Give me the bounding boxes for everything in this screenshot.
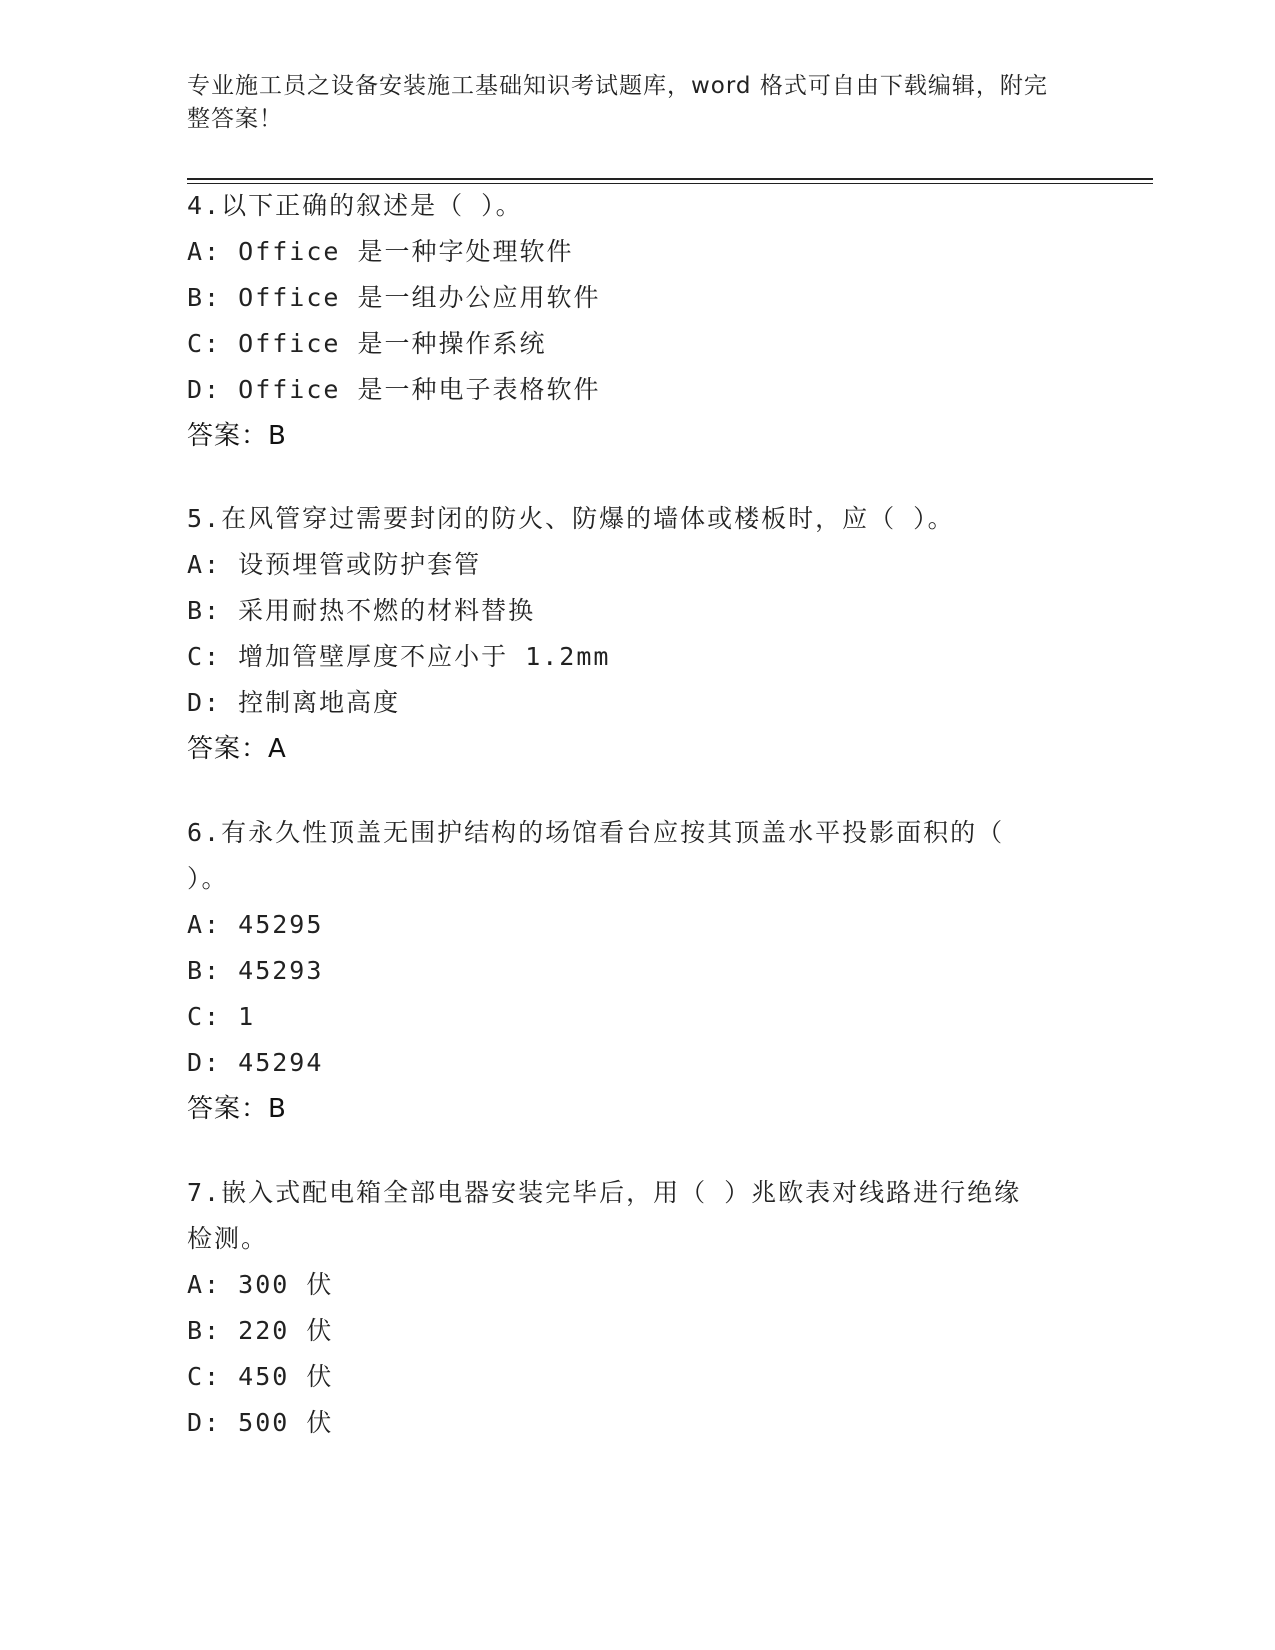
option-b: B: 220 伏 bbox=[187, 1316, 334, 1345]
answer-label: 答案：B bbox=[187, 1094, 287, 1124]
option-c: C: Office 是一种操作系统 bbox=[187, 329, 547, 358]
header-line-1: 专业施工员之设备安装施工基础知识考试题库，word 格式可自由下载编辑，附完 bbox=[187, 73, 1048, 99]
option-c: C: 增加管壁厚度不应小于 1.2mm bbox=[187, 642, 611, 671]
answer-label: 答案：A bbox=[187, 734, 287, 764]
option-d: D: 45294 bbox=[187, 1048, 324, 1077]
question-5 bbox=[187, 496, 1087, 772]
question-stem-continued: 检测。 bbox=[187, 1224, 269, 1253]
option-a: A: 设预埋管或防护套管 bbox=[187, 550, 482, 579]
option-d: D: 控制离地高度 bbox=[187, 688, 401, 717]
question-stem: 4.以下正确的叙述是（ ）。 bbox=[187, 191, 523, 220]
option-c: C: 450 伏 bbox=[187, 1362, 334, 1391]
option-d: D: 500 伏 bbox=[187, 1408, 334, 1437]
option-d: D: Office 是一种电子表格软件 bbox=[187, 375, 601, 404]
question-7 bbox=[187, 1170, 1087, 1446]
option-a: A: 300 伏 bbox=[187, 1270, 334, 1299]
question-stem: 5.在风管穿过需要封闭的防火、防爆的墙体或楼板时，应（ ）。 bbox=[187, 504, 955, 533]
option-b: B: 采用耐热不燃的材料替换 bbox=[187, 596, 536, 625]
question-stem-continued: ）。 bbox=[187, 864, 229, 893]
option-c: C: 1 bbox=[187, 1002, 256, 1031]
document-header bbox=[187, 70, 1067, 136]
option-a: A: Office 是一种字处理软件 bbox=[187, 237, 574, 266]
header-divider-thick bbox=[187, 178, 1153, 180]
question-stem: 6.有永久性顶盖无围护结构的场馆看台应按其顶盖水平投影面积的（ bbox=[187, 818, 1005, 847]
answer-label: 答案：B bbox=[187, 421, 287, 451]
option-a: A: 45295 bbox=[187, 910, 324, 939]
header-line-2: 整答案！ bbox=[187, 106, 283, 132]
option-b: B: Office 是一组办公应用软件 bbox=[187, 283, 601, 312]
question-4 bbox=[187, 183, 1087, 459]
option-b: B: 45293 bbox=[187, 956, 324, 985]
question-stem: 7.嵌入式配电箱全部电器安装完毕后，用（ ）兆欧表对线路进行绝缘 bbox=[187, 1178, 1022, 1207]
question-6 bbox=[187, 810, 1087, 1132]
